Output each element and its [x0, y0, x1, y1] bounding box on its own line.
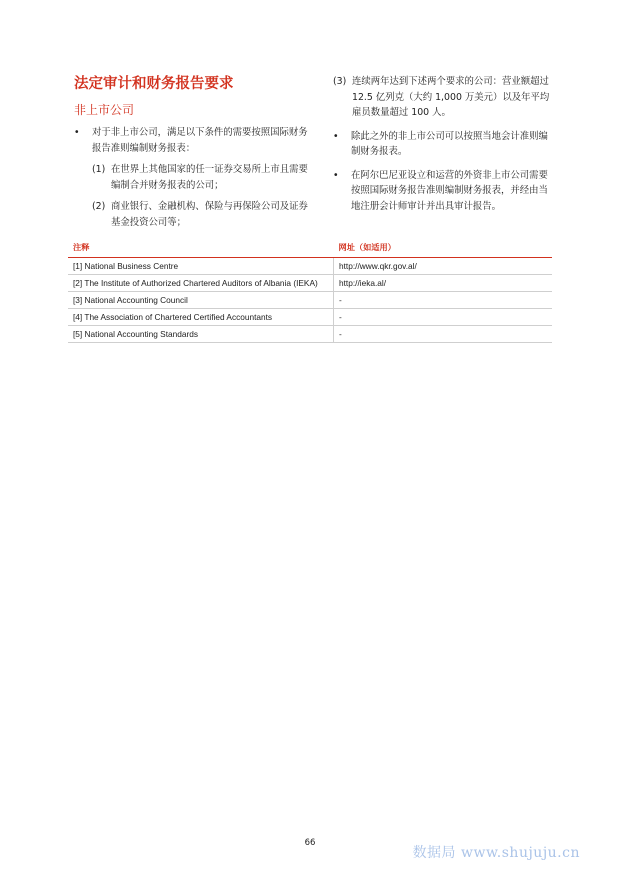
bullet-item	[333, 168, 555, 215]
notes-table	[68, 239, 552, 343]
bullet-item	[333, 129, 555, 160]
item-text: 在世界上其他国家的任一证券交易所上市且需要编制合并财务报表的公司；	[111, 164, 308, 191]
note-cell: [3] National Accounting Council	[68, 292, 334, 309]
url-cell[interactable]: http://ieka.al/	[334, 275, 553, 292]
right-column	[333, 74, 555, 222]
item-text: 连续两年达到下述两个要求的公司：营业额超过 12.5 亿列克（大约 1,000 万美元）以及年平均雇员数量超过 100 人。	[352, 76, 550, 118]
item-text: 商业银行、金融机构、保险与再保险公司及证券基金投资公司等；	[111, 201, 308, 228]
note-cell: [5] National Accounting Standards	[68, 326, 334, 343]
note-cell: [2] The Institute of Authorized Chartered Auditors of Albania (IEKA)	[68, 275, 334, 292]
item-number: (2)	[92, 201, 106, 212]
bullet-mark: •	[333, 169, 339, 181]
header-notes: 注释	[68, 239, 334, 258]
table-header-row	[68, 239, 552, 258]
note-cell: [1] National Business Centre	[68, 258, 334, 275]
item-number: (1)	[92, 164, 106, 175]
bullet-text: 对于非上市公司，满足以下条件的需要按照国际财务报告准则编制财务报表：	[92, 127, 308, 154]
bullet-mark: •	[74, 127, 80, 138]
bullet-text: 在阿尔巴尼亚设立和运营的外资非上市公司需要按照国际财务报告准则编制财务报表，并经由当地注册会计师审计并出具审计报告。	[351, 169, 548, 212]
numbered-item-3	[333, 74, 555, 121]
left-column	[74, 74, 314, 236]
bullet-text: 除此之外的非上市公司可以按照当地会计准则编制财务报表。	[351, 130, 548, 157]
url-cell: -	[334, 326, 553, 343]
numbered-item-2	[92, 199, 314, 230]
page-number: 66	[304, 838, 316, 848]
header-url: 网址（如适用）	[334, 239, 553, 258]
url-cell: -	[334, 309, 553, 326]
table-row	[68, 292, 552, 309]
page-title: 法定审计和财务报告要求	[74, 76, 234, 92]
bullet-item	[74, 125, 314, 156]
watermark: 数据局 www.shujuju.cn	[412, 845, 580, 861]
section-subtitle: 非上市公司	[74, 103, 135, 117]
table-row	[68, 275, 552, 292]
table-row	[68, 258, 552, 275]
numbered-item-1	[92, 162, 314, 193]
table-row	[68, 309, 552, 326]
url-cell: -	[334, 292, 553, 309]
item-number: (3)	[333, 76, 347, 87]
bullet-mark: •	[333, 130, 339, 142]
note-cell: [4] The Association of Chartered Certified Accountants	[68, 309, 334, 326]
url-cell[interactable]: http://www.qkr.gov.al/	[334, 258, 553, 275]
table-row	[68, 326, 552, 343]
